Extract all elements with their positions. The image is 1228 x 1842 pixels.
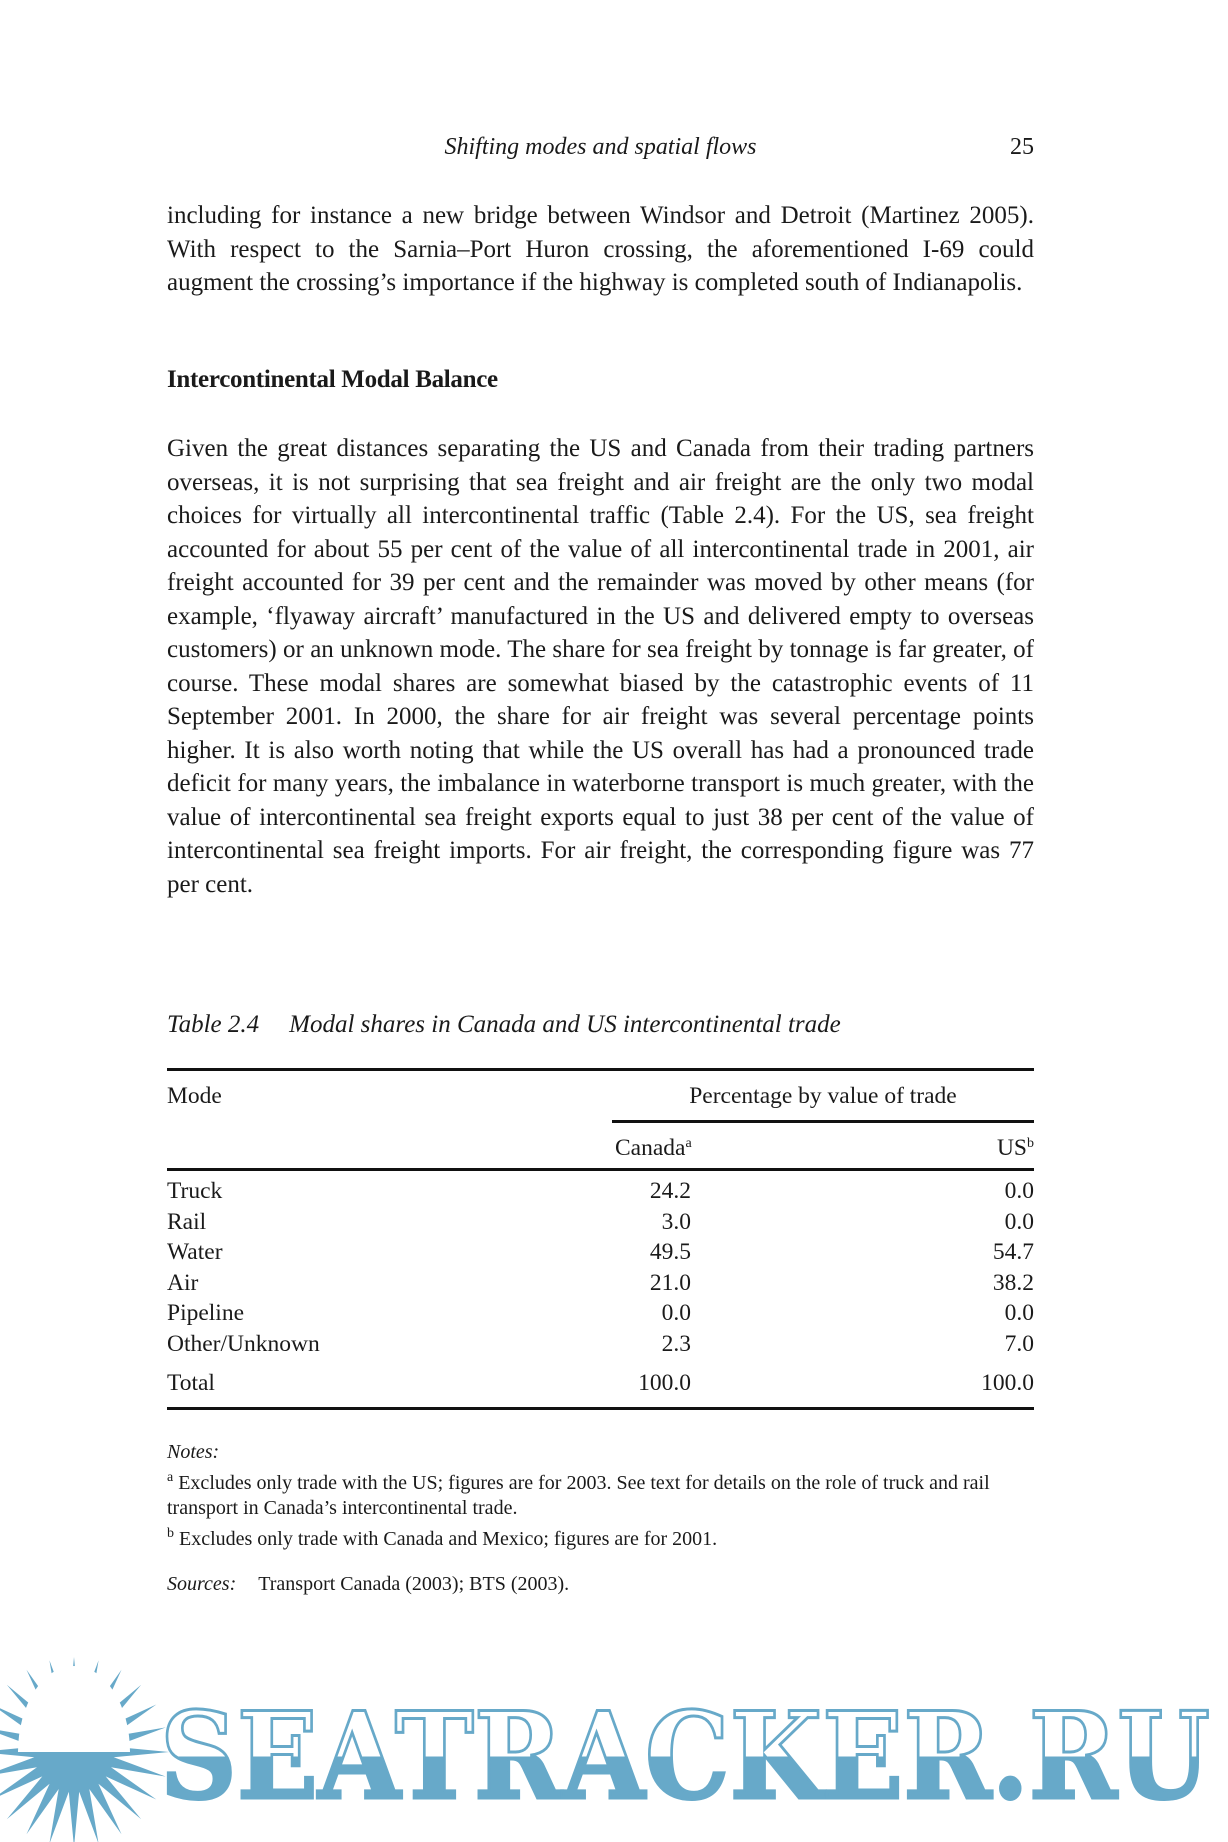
paragraph-1: including for instance a new bridge between Windsor and Detroit (Martinez 2005). With respect to the Sarnia–Port Huron crossing, the aforementioned I-69 could augment the crossing’s importance if the highway is completed south of Indianapolis.: [167, 202, 1034, 296]
row-mode: Rail: [167, 1208, 207, 1235]
row-mode: Truck: [167, 1178, 223, 1204]
paragraph-2: Given the great distances separating the US and Canada from their trading partners overseas, it is not surprising that sea freight and air freight are the only two modal choices for virtually all intercontinental traffic (Table 2.4). For the US, sea freight accounted for about 55 per cent of the value of all intercontinental trade in 2001, air freight accounted for 39 per cent and the remainder was moved by other means (for example, ‘flyaway aircraft’ manufactured in the US and delivered empty to overseas customers) or an unknown mode. The share for sea freight by tonnage is far greater, of course. These modal shares are somewhat biased by the catastrophic events of 11 September 2001. In 2000, the share for air freight was several percentage points higher. It is also worth noting that while the US overall has had a pronounced trade deficit for many years, the imbalance in waterborne transport is much greater, with the value of intercontinental sea freight exports equal to just 38 per cent of the value of intercontinental sea freight imports. For air freight, the corresponding figure was 77 per cent.: [167, 435, 1034, 898]
running-title: Shifting modes and spatial flows: [444, 134, 757, 160]
table-bottom-rule: [167, 1407, 1034, 1410]
row-us: 0.0: [1004, 1300, 1034, 1327]
table-top-rule: [167, 1068, 1034, 1071]
row-mode: Air: [167, 1269, 199, 1296]
note-a: $^a$ Excludes only trade with the US; figures are for 2003. See text for details on the role of truck and rail transport in Canada’s intercontinental trade.: [167, 1470, 990, 1519]
row-canada: 21.0: [649, 1269, 691, 1296]
row-canada: 49.5: [649, 1239, 691, 1266]
col-header-us: $US^b$: [996, 1135, 1034, 1161]
row-canada: 2.3: [661, 1331, 691, 1357]
section-heading: Intercontinental Modal Balance: [167, 366, 498, 393]
row-mode: Water: [167, 1239, 223, 1266]
note-b: $^b$ Excludes only trade with Canada and Mexico; figures are for 2001.: [167, 1526, 718, 1550]
row-us: 0.0: [1004, 1208, 1034, 1235]
row-us: 54.7: [992, 1239, 1034, 1266]
running-header: [167, 134, 1034, 164]
total-label: Total: [167, 1370, 215, 1396]
table-header-rule: [167, 1168, 1034, 1171]
watermark-logo: [0, 1640, 1228, 1842]
table-notes: [167, 1440, 1034, 1552]
row-mode: Pipeline: [167, 1300, 245, 1327]
row-us: 38.2: [992, 1269, 1034, 1296]
col-group-header: Percentage by value of trade: [689, 1083, 957, 1109]
total-us: 100.0: [981, 1370, 1034, 1396]
row-us: 0.0: [1004, 1178, 1034, 1204]
col-header-mode: Mode: [167, 1083, 222, 1109]
table-label: Table 2.4: [167, 1011, 260, 1038]
sources-text: Transport Canada (2003); BTS (2003).: [258, 1573, 570, 1595]
footnote-mark-a: a: [685, 1136, 692, 1151]
page-number: 25: [1010, 134, 1034, 160]
col-header-canada: Canada$^a$: [615, 1135, 692, 1161]
row-canada: 24.2: [649, 1178, 691, 1204]
notes-label: Notes:: [167, 1441, 220, 1463]
total-canada: 100.0: [638, 1370, 691, 1396]
sources-label: Sources:: [167, 1573, 237, 1595]
footnote-mark-b: b: [1027, 1136, 1034, 1151]
row-canada: 0.0: [661, 1300, 691, 1327]
table-caption: [167, 1011, 841, 1039]
col-group-rule: [612, 1120, 1034, 1123]
watermark-text: SEATRACKER.RU: [160, 1686, 1210, 1827]
sun-icon: [0, 1657, 169, 1842]
table-sources: [167, 1573, 569, 1596]
table-title: Modal shares in Canada and US intercontinental trade: [289, 1011, 841, 1038]
row-canada: 3.0: [661, 1208, 691, 1235]
row-us: 7.0: [1004, 1331, 1034, 1357]
row-mode: Other/Unknown: [167, 1331, 320, 1357]
